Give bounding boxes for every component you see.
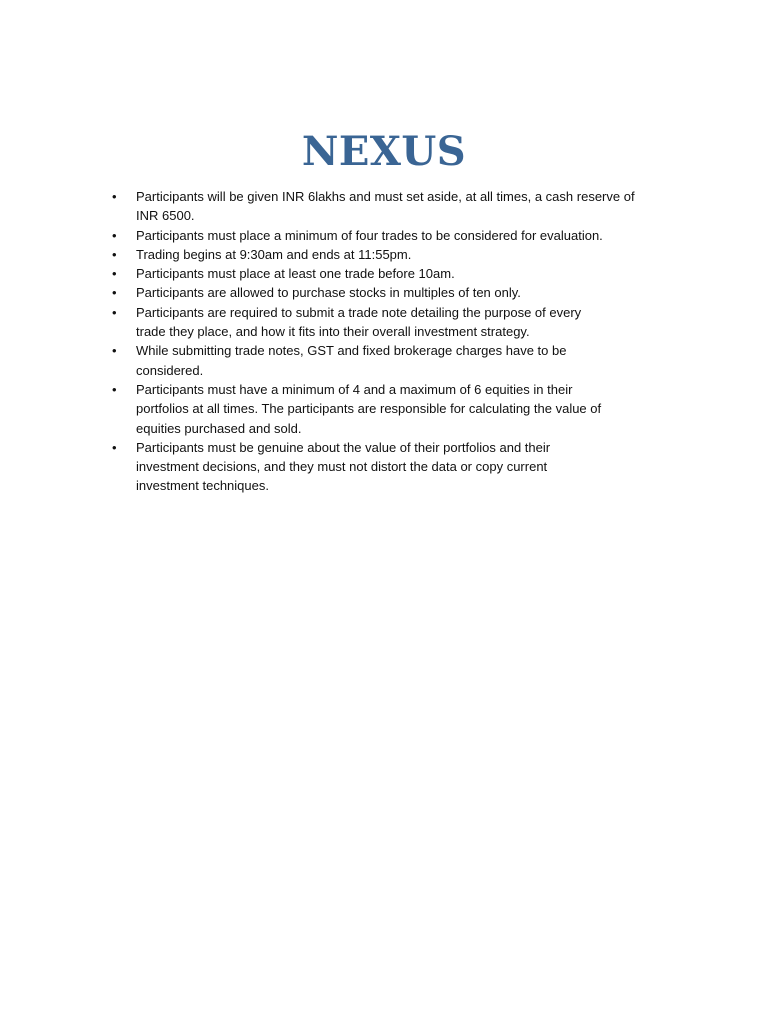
list-item — [112, 226, 672, 245]
rules-list — [112, 187, 672, 496]
bullet-icon: • — [112, 266, 117, 282]
rule-text: Participants must have a minimum of 4 and a maximum of 6 equities in their portfolios at all times. The participants are responsible for calculating the value of equities purchased and sold. — [136, 381, 602, 436]
rule-text: While submitting trade notes, GST and fixed brokerage charges have to be considered. — [136, 343, 567, 378]
rule-text: Participants are required to submit a trade note detailing the purpose of every trade they place, and how it fits into their overall investment strategy. — [136, 304, 582, 340]
rule-text: Participants are allowed to purchase stocks in multiples of ten only. — [136, 285, 521, 301]
list-item — [112, 438, 672, 496]
rule-text: Trading begins at 9:30am and ends at 11:55pm. — [136, 246, 412, 262]
rule-text: Participants must be genuine about the value of their portfolios and their investment decisions, and they must not distort the data or copy current investment techniques. — [136, 439, 551, 494]
list-item — [112, 380, 672, 438]
bullet-icon: • — [112, 304, 117, 320]
rule-text: Participants must place at least one trade before 10am. — [136, 266, 455, 282]
bullet-icon: • — [112, 227, 117, 243]
bullet-icon: • — [112, 285, 117, 301]
page-title: NEXUS — [301, 128, 467, 175]
list-item — [112, 341, 672, 380]
rule-text: Participants will be given INR 6lakhs and must set aside, at all times, a cash reserve of INR 6500. — [136, 189, 635, 224]
bullet-icon: • — [112, 343, 117, 359]
bullet-icon: • — [112, 246, 117, 262]
list-item — [112, 187, 672, 226]
list-item — [112, 264, 672, 283]
bullet-icon: • — [112, 439, 117, 455]
bullet-icon: • — [112, 189, 117, 204]
bullet-icon: • — [112, 381, 117, 397]
rule-text: Participants must place a minimum of four trades to be considered for evaluation. — [136, 227, 603, 243]
list-item — [112, 283, 672, 302]
list-item — [112, 303, 672, 342]
list-item — [112, 245, 672, 264]
